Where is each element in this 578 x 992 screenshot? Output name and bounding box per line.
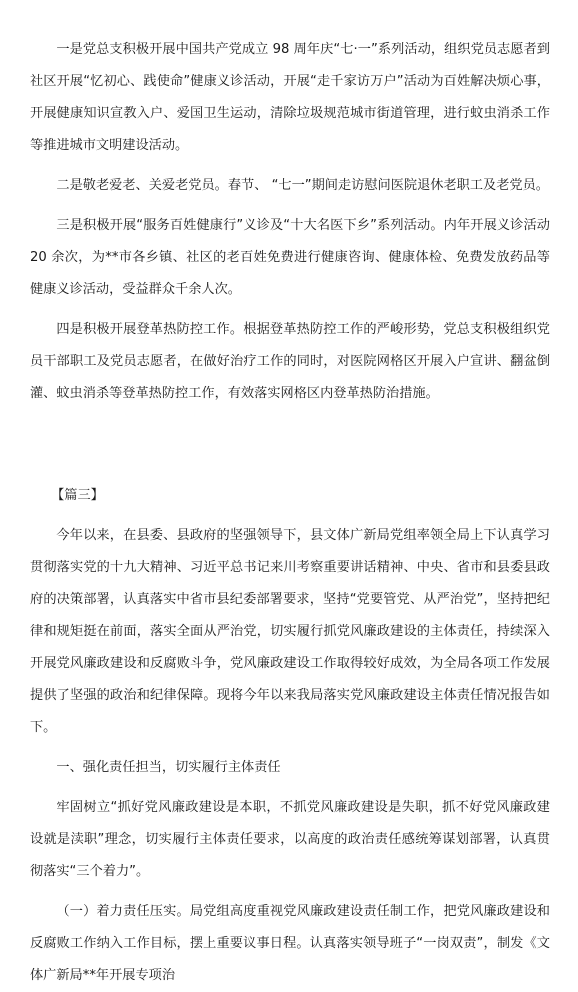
paragraph-intro: 今年以来，在县委、县政府的坚强领导下，县文体广新局党组率领全局上下认真学习贯彻落实党的十九大精神、习近平总书记来川考察重要讲话精神、中央、省市和县委县政府的决策部署，认真落实中省市县纪委部署要求，坚持“党要管党、从严治党”，坚持把纪律和规矩挺在前面，落实全面从严治党，切实履行抓党风廉政建设的主体责任，持续深入开展党风廉政建设和反腐败斗争，党风廉政建设工作取得较好成效，为全局各项工作发展提供了坚强的政治和纪律保障。现将今年以来我局落实党风廉政建设主体责任情况报告如下。 (30, 528, 550, 735)
section-title: 【篇三】 (51, 488, 104, 503)
paragraph-gap (30, 888, 550, 896)
paragraph-activity-2: 二是敬老爱老、关爱老党员。春节、 “七一”期间走访慰问医院退休老职工及老党员。 (56, 178, 549, 193)
paragraph-gap (30, 306, 550, 314)
paragraph-activity-1: 一是党总支积极开展中国共产党成立 98 周年庆“七·一”系列活动，组织党员志愿者到社区开展“忆初心、践使命”健康义诊活动，开展“走千家访万户”活动为百姓解决烦心事，开展健康知识宣教入户、爱国卫生运动，清除垃圾规范城市街道管理，进行蚊虫消杀工作等推进城市文明建设活动。 (30, 42, 550, 153)
paragraph-activity-4: 四是积极开展登革热防控工作。根据登革热防控工作的严峻形势，党总支积极组织党员干部职工及党员志愿者，在做好治疗工作的同时，对医院网格区开展入户宣讲、翻盆倒灌、蚊虫消杀等登革热防控工作，有效落实网格区内登革热防治措施。 (30, 322, 550, 401)
paragraph-gap (30, 202, 550, 210)
paragraph-gap (30, 512, 550, 520)
paragraph-gap (30, 784, 550, 792)
section-gap (30, 410, 550, 480)
paragraph-principle: 牢固树立“抓好党风廉政建设是本职，不抓党风廉政建设是失职，抓不好党风廉政建设就是渎职”理念，切实履行主体责任要求，以高度的政治责任感统筹谋划部署，认真贯彻落实“三个着力”。 (30, 800, 550, 879)
paragraph-gap (30, 162, 550, 170)
heading-1: 一、强化责任担当，切实履行主体责任 (56, 760, 281, 775)
paragraph-activity-3: 三是积极开展“服务百姓健康行”义诊及“十大名医下乡”系列活动。内年开展义诊活动 20 余次，为**市各乡镇、社区的老百姓免费进行健康咨询、健康体检、免费发放药品等健康义诊活动，受益群众千余人次。 (30, 218, 550, 297)
paragraph-gap (30, 744, 550, 752)
paragraph-responsibility: （一）着力责任压实。局党组高度重视党风廉政建设责任制工作，把党风廉政建设和反腐败工作纳入工作目标，摆上重要议事日程。认真落实领导班子“一岗双责”，制发《文体广新局**年开展专项治 (30, 904, 550, 983)
